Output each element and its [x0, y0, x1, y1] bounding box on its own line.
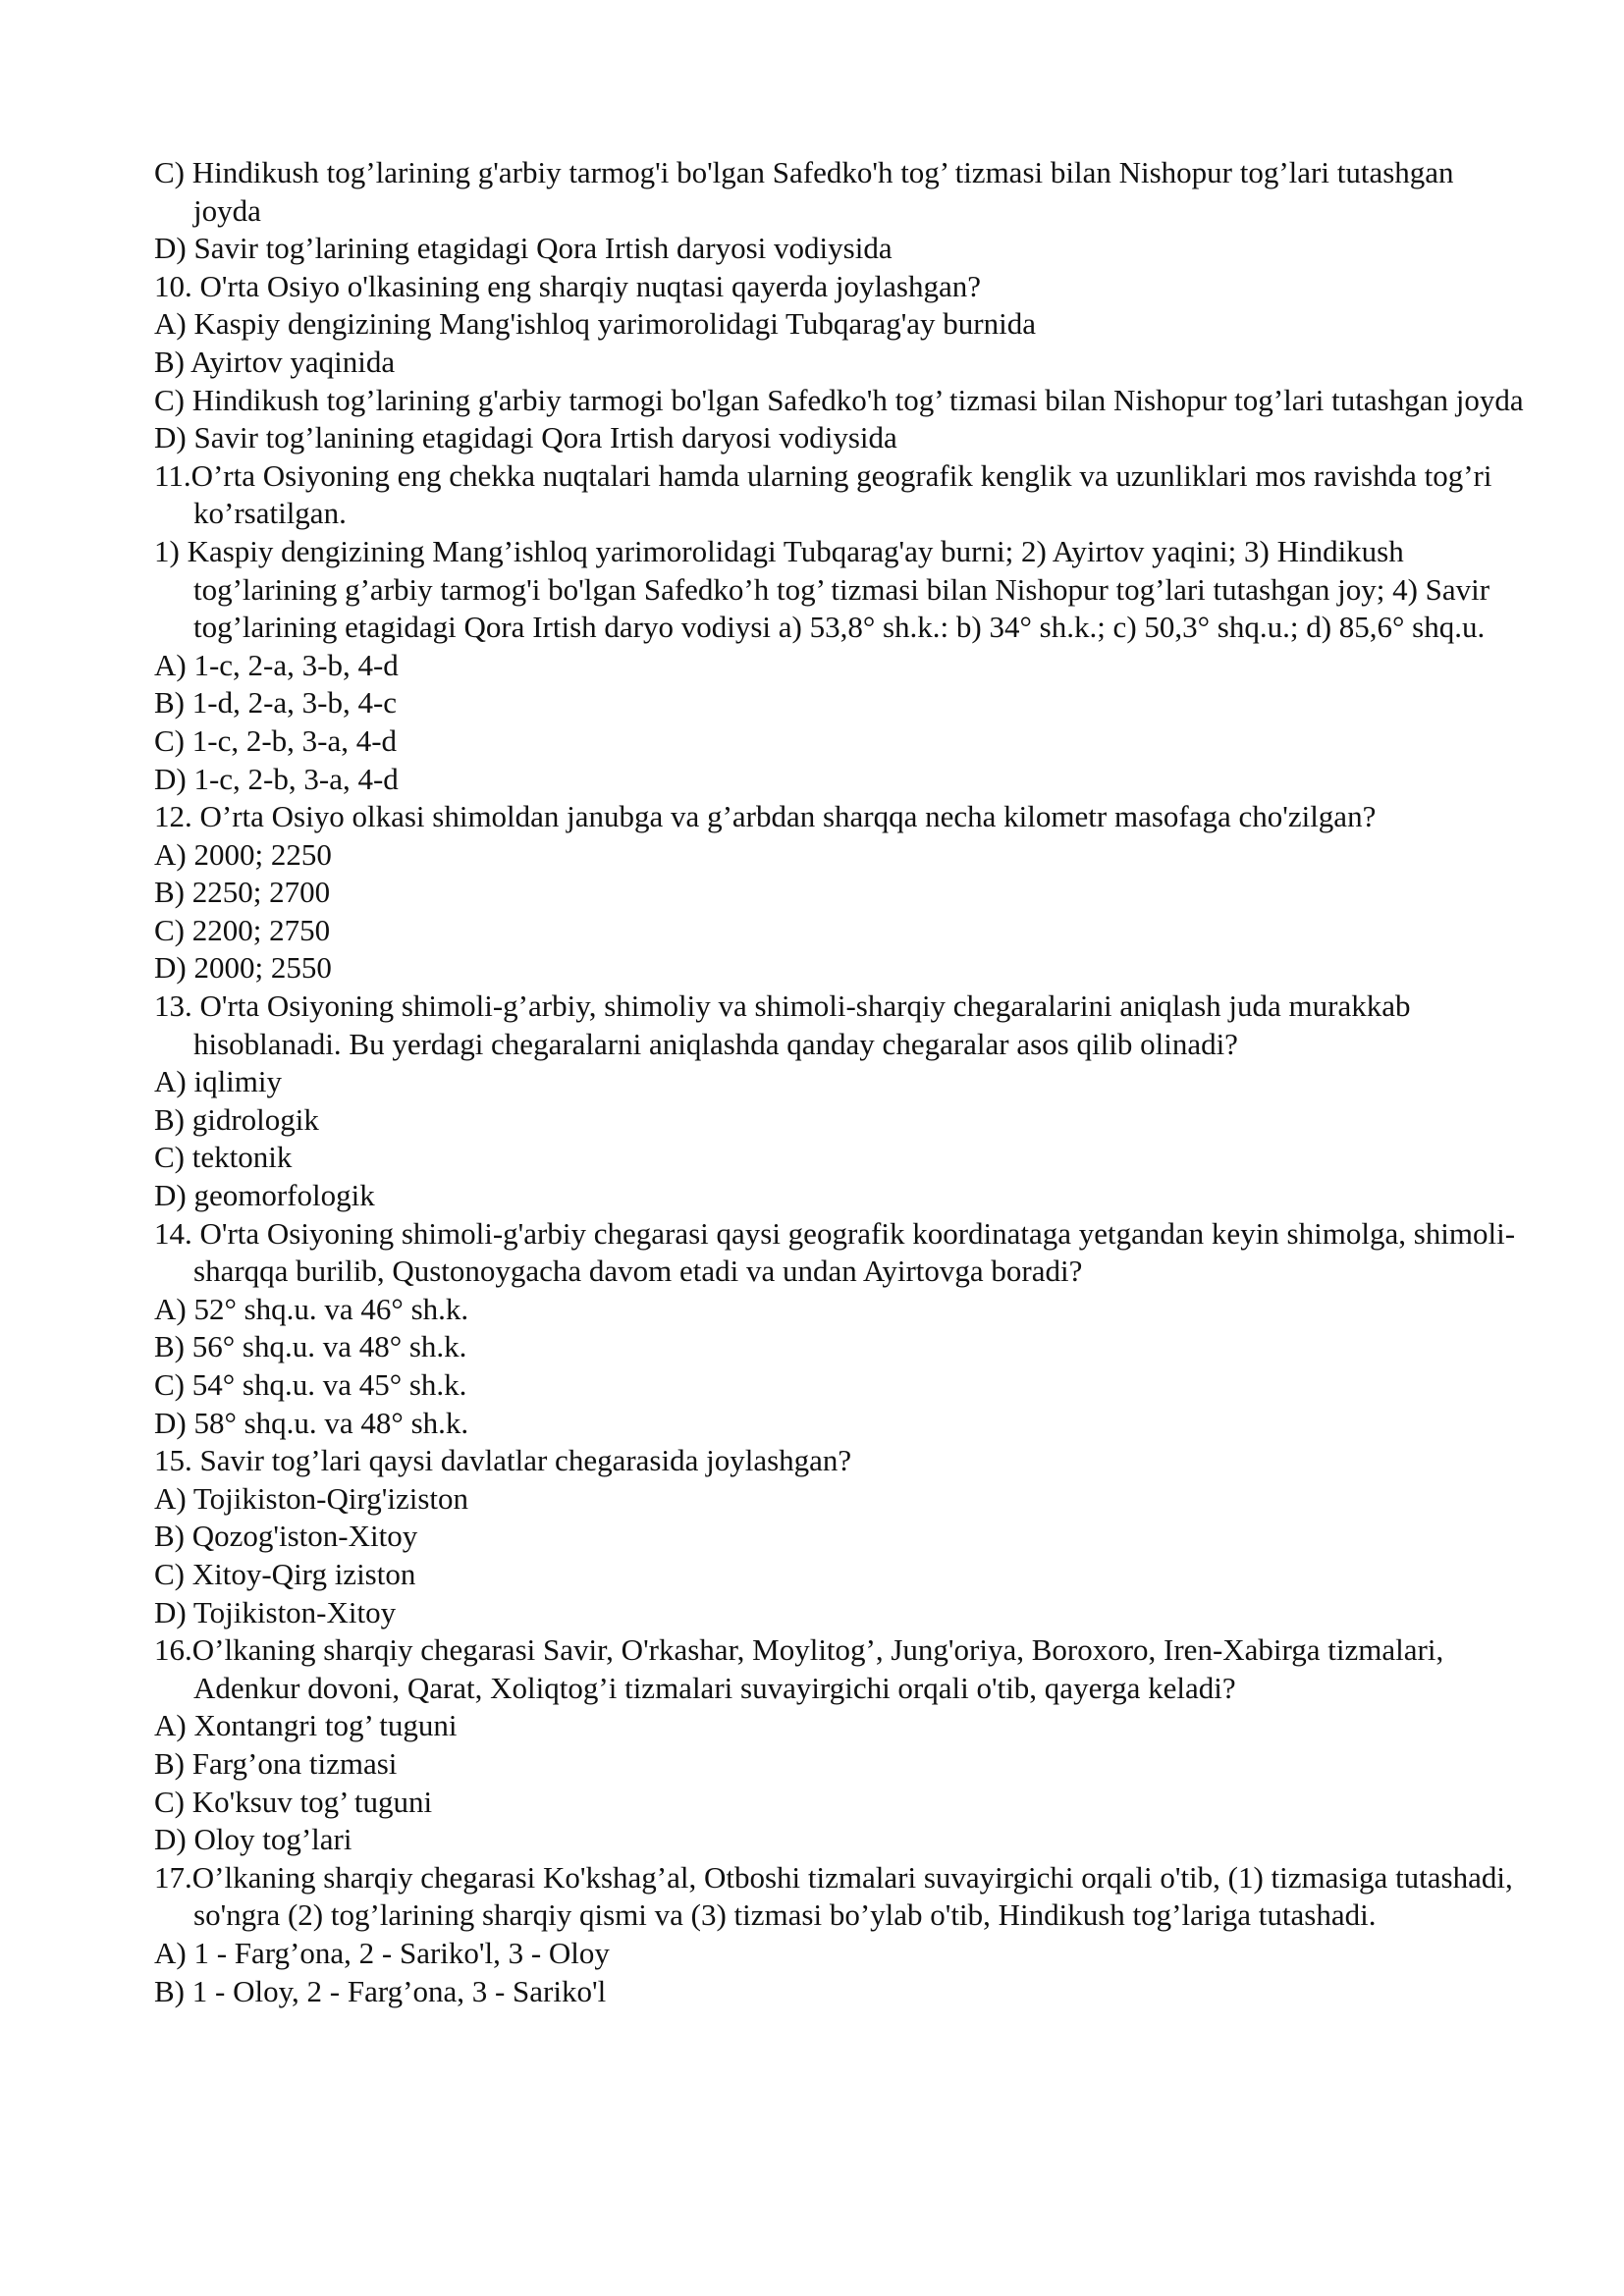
- option-a-q10: A) Kaspiy dengizining Mang'ishloq yarimorolidagi Tubqarag'ay burnida: [154, 306, 1036, 342]
- option-a-q17: A) 1 - Farg’ona, 2 - Sariko'l, 3 - Oloy: [154, 1935, 610, 1970]
- option-d-q12: D) 2000; 2550: [154, 950, 332, 986]
- option-c-q9: C) Hindikush tog’larining g'arbiy tarmog'i bo'lgan Safedko'h tog’ tizmasi bilan Nishopur tog’lari tutashgan joyda: [154, 155, 1454, 228]
- option-a-q15: A) Tojikiston-Qirg'iziston: [154, 1480, 469, 1516]
- option-b-q14: B) 56° shq.u. va 48° sh.k.: [154, 1329, 467, 1364]
- option-a-q16: A) Xontangri tog’ tuguni: [154, 1708, 458, 1743]
- option-a-q13: A) iqlimiy: [154, 1064, 283, 1099]
- option-d-q11: D) 1-c, 2-b, 3-a, 4-d: [154, 761, 399, 796]
- document-text: [154, 154, 1529, 2010]
- option-a-q12: A) 2000; 2250: [154, 836, 332, 872]
- question-16: 16.O’lkaning sharqiy chegarasi Savir, O'rkashar, Moylitog’, Jung'oriya, Boroxoro, Iren-Xabirga tizmalari, Adenkur dovoni, Qarat, Xoliqtog’i tizmalari suvayirgichi orqali o'tib, qayerga keladi?: [154, 1632, 1444, 1705]
- question-17: 17.O’lkaning sharqiy chegarasi Ko'kshag’al, Otboshi tizmalari suvayirgichi orqali o'tib, (1) tizmasiga tutashadi, so'ngra (2) tog’larining sharqiy qismi va (3) tizmasi bo’ylab o'tib, Hindikush tog’lariga tutashadi.: [154, 1859, 1513, 1933]
- option-c-q14: C) 54° shq.u. va 45° sh.k.: [154, 1367, 467, 1402]
- option-b-q16: B) Farg’ona tizmasi: [154, 1745, 398, 1781]
- question-11: 11.O’rta Osiyoning eng chekka nuqtalari hamda ularning geografik kenglik va uzunliklari mos ravishda tog’ri ko’rsatilgan.: [154, 457, 1492, 531]
- question-15: 15. Savir tog’lari qaysi davlatlar chegarasida joylashgan?: [154, 1443, 852, 1478]
- option-c-q16: C) Ko'ksuv tog’ tuguni: [154, 1784, 433, 1819]
- option-c-q13: C) tektonik: [154, 1140, 293, 1175]
- option-a-q11: A) 1-c, 2-a, 3-b, 4-d: [154, 647, 399, 682]
- option-d-q16: D) Oloy tog’lari: [154, 1822, 352, 1857]
- option-d-q15: D) Tojikiston-Xitoy: [154, 1594, 397, 1629]
- option-d-q13: D) geomorfologik: [154, 1178, 375, 1213]
- option-b-q15: B) Qozog'iston-Xitoy: [154, 1519, 418, 1554]
- option-b-q17: B) 1 - Oloy, 2 - Farg’ona, 3 - Sariko'l: [154, 1973, 607, 2008]
- option-b-q13: B) gidrologik: [154, 1101, 319, 1137]
- option-b-q12: B) 2250; 2700: [154, 875, 331, 910]
- question-13: 13. O'rta Osiyoning shimoli-g’arbiy, shimoliy va shimoli-sharqiy chegaralarini aniqlash juda murakkab hisoblanadi. Bu yerdagi chegaralarni aniqlashda qanday chegaralar asos qilib olinadi?: [154, 988, 1411, 1061]
- option-b-q10: B) Ayirtov yaqinida: [154, 344, 396, 379]
- option-c-q15: C) Xitoy-Qirg iziston: [154, 1556, 416, 1591]
- question-12: 12. O’rta Osiyo olkasi shimoldan janubga va g’arbdan sharqqa necha kilometr masofaga cho'zilgan?: [154, 799, 1377, 834]
- question-11-items: 1) Kaspiy dengizining Mang’ishloq yarimorolidagi Tubqarag'ay burni; 2) Ayirtov yaqini; 3) Hindikush tog’larining g’arbiy tarmog'i bo'lgan Safedko’h tog’ tizmasi bilan Nishopur tog’lari tutashgan joy; 4) Savir tog’larining etagidagi Qora Irtish daryo vodiysi a) 53,8° sh.k.: b) 34° sh.k.; c) 50,3° shq.u.; d) 85,6° shq.u.: [154, 533, 1490, 645]
- option-d-q10: D) Savir tog’lanining etagidagi Qora Irtish daryosi vodiysida: [154, 420, 897, 455]
- option-c-q11: C) 1-c, 2-b, 3-a, 4-d: [154, 722, 398, 758]
- option-c-q12: C) 2200; 2750: [154, 912, 331, 947]
- option-d-q9: D) Savir tog’larining etagidagi Qora Irtish daryosi vodiysida: [154, 231, 893, 266]
- question-10: 10. O'rta Osiyo o'lkasining eng sharqiy nuqtasi qayerda joylashgan?: [154, 268, 981, 303]
- question-14: 14. O'rta Osiyoning shimoli-g'arbiy chegarasi qaysi geografik koordinataga yetgandan keyin shimolga, shimoli-sharqqa burilib, Qustonoygacha davom etadi va undan Ayirtovga boradi?: [154, 1215, 1516, 1289]
- option-d-q14: D) 58° shq.u. va 48° sh.k.: [154, 1405, 469, 1440]
- option-a-q14: A) 52° shq.u. va 46° sh.k.: [154, 1291, 469, 1326]
- option-c-q10: C) Hindikush tog’larining g'arbiy tarmogi bo'lgan Safedko'h tog’ tizmasi bilan Nishopur tog’lari tutashgan joyda: [154, 382, 1524, 417]
- option-b-q11: B) 1-d, 2-a, 3-b, 4-c: [154, 685, 398, 721]
